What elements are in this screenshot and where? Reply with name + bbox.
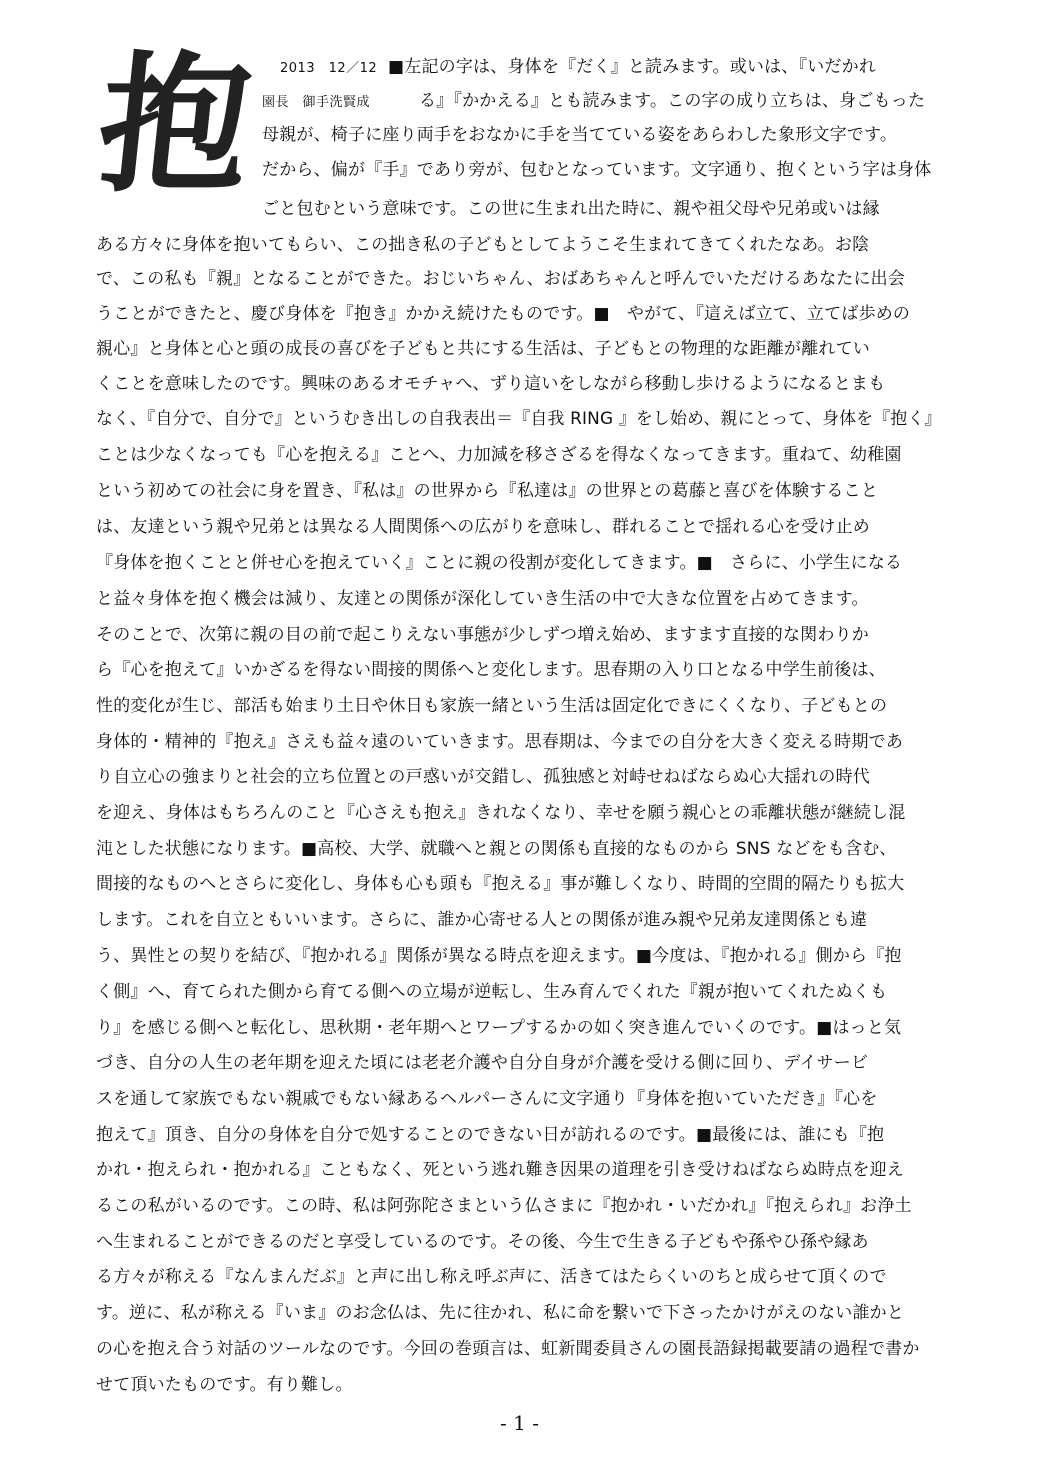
text-line-7: で、この私も『親』となることができた。おじいちゃん、おばあちゃんと呼んでいただけるあなたに出会: [96, 269, 906, 289]
text-line-4: だから、偏が『手』であり旁が、包むとなっています。文字通り、抱くという字は身体: [262, 160, 932, 180]
text-line-34: へ生まれることができるのだと享受しているのです。その後、今生で生きる子どもや孫やひ孫や縁あ: [96, 1232, 869, 1252]
text-line-22: を迎え、身体はもちろんのこと『心さえも抱え』きれなくなり、幸せを願う親心との乖離状態が継続し混: [96, 803, 906, 823]
text-line-29: づき、自分の人生の老年期を迎えた頃には老老介護や自分自身が介護を受ける側に回り、デイサービ: [96, 1053, 869, 1073]
page-number: - 1 -: [500, 1411, 539, 1435]
text-line-17: そのことで、次第に親の目の前で起こりえない事態が少しずつ増え始め、ますます直接的な関わりか: [96, 625, 869, 645]
text-line-31: 抱えて』頂き、自分の身体を自分で処することのできない日が訪れるのです。■最後には、誰にも『抱: [96, 1125, 885, 1145]
text-line: ■左記の字は、身体を『だく』と読みます。或いは、『いだかれ: [388, 57, 877, 77]
text-line-24: 間接的なものへとさらに変化し、身体も心も頭も『抱える』事が難しくなり、時間的空間的隔たりも拡大: [96, 874, 905, 894]
text-line-25: します。これを自立ともいいます。さらに、誰か心寄せる人との関係が進み親や兄弟友達関係とも違: [96, 910, 868, 930]
text-line-9: 親心』と身体と心と頭の成長の喜びを子どもと共にする生活は、子どもとの物理的な距離が離れてい: [96, 339, 870, 359]
author-label: 園長 御手洗賢成: [262, 95, 371, 110]
text-line-33: るこの私がいるのです。この時、私は阿弥陀さまという仏さまに『抱かれ・いだかれ』『抱えられ』お浄土: [96, 1196, 912, 1216]
text-line-26: う、異性との契りを結び、『抱かれる』関係が異なる時点を迎えます。■今度は、『抱かれる』側から『抱: [96, 946, 902, 966]
text-line-27: く側』へ、育てられた側から育てる側への立場が逆転し、生み育んでくれた『親が抱いてくれたぬくも: [96, 982, 888, 1002]
title-kanji: 抱: [90, 37, 260, 213]
text-line-10: くことを意味したのです。興味のあるオモチャへ、ずり這いをしながら移動し歩けるようになるとまも: [96, 374, 886, 394]
text-line-11: なく、『自分で、自分で』というむき出しの自我表出＝『自我 RING 』をし始め、親にとって、身体を『抱く』: [96, 409, 942, 429]
text-line-14: は、友達という親や兄弟とは異なる人間関係への広がりを意味し、群れることで揺れる心を受け止め: [96, 517, 870, 537]
text-line-13: という初めての社会に身を置き、『私は』の世界から『私達は』の世界との葛藤と喜びを体験すること: [96, 481, 879, 501]
text-line-15: 『身体を抱くことと併せ心を抱えていく』ことに親の役割が変化してきます。■ さらに、小学生になる: [96, 553, 903, 573]
text-line-28: り』を感じる側へと転化し、思秋期・老年期へとワープするかの如く突き進んでいくのです。■はっと気: [96, 1018, 902, 1038]
text-line-21: り自立心の強まりと社会的立ち位置との戸惑いが交錯し、孤独感と対峙せねばならぬ心大揺れの時代: [96, 767, 870, 787]
text-line-32: かれ・抱えられ・抱かれる』こともなく、死という逃れ難き因果の道理を引き受けねばならぬ時点を迎え: [96, 1160, 905, 1180]
text-line-37: の心を抱え合う対話のツールなのです。今回の巻頭言は、虹新聞委員さんの園長語録掲載要請の過程で書か: [96, 1339, 920, 1359]
text-line-3: 母親が、椅子に座り両手をおなかに手を当てている姿をあらわした象形文字です。: [262, 125, 898, 145]
date-label: 2013 12／12: [280, 61, 378, 76]
text-line-23: 沌とした状態になります。■高校、大学、就職へと親との関係も直接的なものから SNS などをも含む、: [96, 839, 897, 859]
text-line-30: スを通して家族でもない親戚でもない縁あるヘルパーさんに文字通り『身体を抱いていただき』『心を: [96, 1089, 878, 1109]
text-line-5: ごと包むという意味です。この世に生まれ出た時に、親や祖父母や兄弟或いは縁: [262, 199, 880, 219]
text-line-36: す。逆に、私が称える『いま』のお念仏は、先に往かれ、私に命を繋いで下さったかけがえのない誰かと: [96, 1303, 905, 1323]
text-line-2: [262, 86, 925, 116]
text-line: る』『かかえる』とも読みます。この字の成り立ちは、身ごもった: [419, 91, 926, 111]
text-line-38: せて頂いたものです。有り難し。: [96, 1375, 353, 1395]
text-line-20: 身体的・精神的『抱え』さえも益々遠のいていきます。思春期は、今までの自分を大きく変える時期であ: [96, 732, 904, 752]
text-line-8: うことができたと、慶び身体を『抱き』かかえ続けたものです。■ やがて、『這えば立て、立てば歩めの: [96, 304, 911, 324]
text-line-1: [262, 52, 876, 82]
text-line-19: 性的変化が生じ、部活も始まり土日や休日も家族一緒という生活は固定化できにくくなり、子どもとの: [96, 696, 888, 716]
text-line-6: ある方々に身体を抱いてもらい、この拙き私の子どもとしてようこそ生まれてきてくれたなあ。お陰: [96, 235, 870, 255]
text-line-18: ら『心を抱えて』いかざるを得ない間接的関係へと変化します。思春期の入り口となる中学生前後は、: [96, 660, 886, 680]
text-line-16: と益々身体を抱く機会は減り、友達との関係が深化していき生活の中で大きな位置を占めてきます。: [96, 589, 869, 609]
text-line-35: る方々が称える『なんまんだぶ』と声に出し称え呼ぶ声に、活きてはたらくいのちと成らせて頂くので: [96, 1267, 887, 1287]
text-line-12: ことは少なくなっても『心を抱える』ことへ、力加減を移さざるを得なくなってきます。重ねて、幼稚園: [96, 445, 902, 465]
